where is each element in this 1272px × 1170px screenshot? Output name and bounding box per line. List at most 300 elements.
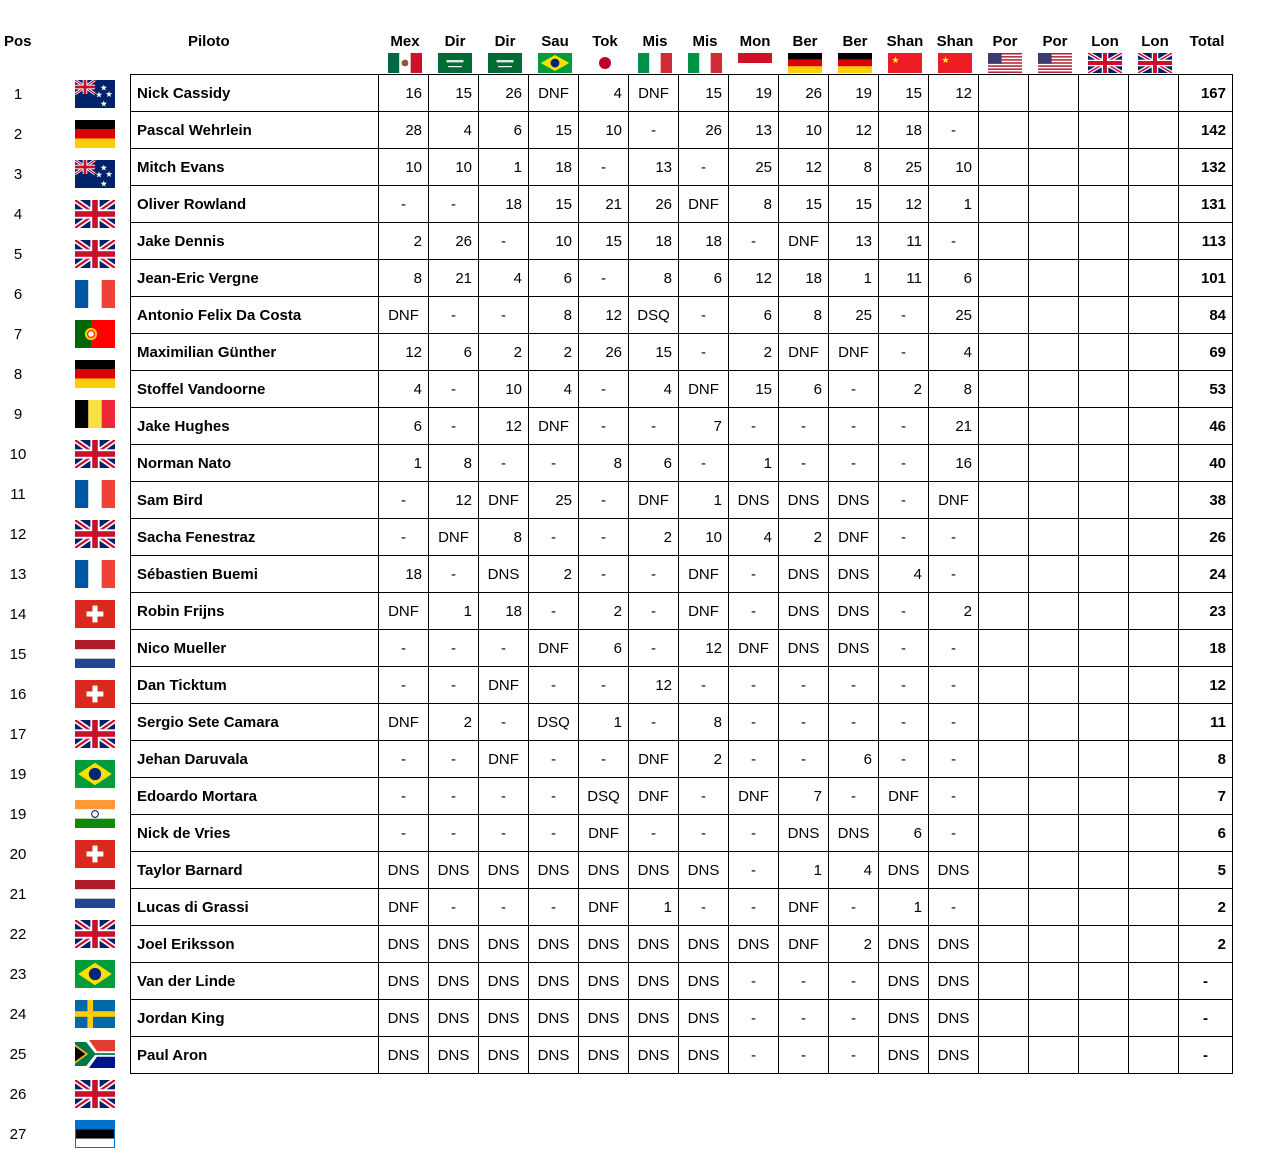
result-cell	[979, 1037, 1029, 1074]
result-cell: -	[429, 630, 479, 667]
result-cell: DNS	[429, 852, 479, 889]
result-cell	[979, 741, 1029, 778]
total-points: 132	[1179, 149, 1233, 186]
result-cell	[1029, 815, 1079, 852]
table-row	[131, 926, 1233, 963]
result-cell: 11	[879, 260, 929, 297]
result-cell: 6	[629, 445, 679, 482]
result-cell: -	[379, 741, 429, 778]
result-cell: 6	[579, 630, 629, 667]
svg-text:★: ★	[891, 55, 900, 65]
result-cell: -	[379, 778, 429, 815]
table-row	[131, 963, 1233, 1000]
result-cell: -	[479, 778, 529, 815]
result-cell: -	[679, 815, 729, 852]
result-cell: DNS	[929, 1037, 979, 1074]
position-number: 4	[13, 206, 23, 223]
result-cell: -	[829, 1037, 879, 1074]
driver-name: Antonio Felix Da Costa	[131, 297, 379, 334]
position-number: 13	[9, 566, 27, 583]
result-cell: DNF	[479, 482, 529, 519]
result-cell: DNS	[629, 926, 679, 963]
result-cell: -	[729, 1000, 779, 1037]
result-cell	[979, 112, 1029, 149]
result-cell	[1079, 926, 1129, 963]
result-cell	[1079, 519, 1129, 556]
result-cell	[1129, 556, 1179, 593]
result-cell: 6	[529, 260, 579, 297]
result-cell: -	[829, 778, 879, 815]
result-cell: DNS	[579, 1037, 629, 1074]
result-cell	[1129, 260, 1179, 297]
result-cell: DNS	[779, 556, 829, 593]
result-cell	[1079, 593, 1129, 630]
total-points: 38	[1179, 482, 1233, 519]
race-header-label: Tok	[592, 33, 618, 50]
result-cell	[1129, 815, 1179, 852]
result-cell	[1029, 519, 1079, 556]
table-row	[131, 334, 1233, 371]
result-cell: DNS	[879, 1037, 929, 1074]
result-cell: -	[429, 556, 479, 593]
result-cell: DNF	[379, 889, 429, 926]
de-flag-icon	[788, 53, 822, 73]
ee-flag-icon	[70, 1114, 120, 1154]
result-cell: 13	[729, 112, 779, 149]
race-header-10	[830, 33, 880, 73]
result-cell	[1079, 149, 1129, 186]
race-header-label: Shan	[886, 33, 924, 50]
race-header-2	[430, 33, 480, 73]
result-cell: -	[579, 667, 629, 704]
result-cell: DNS	[529, 1037, 579, 1074]
position-number: 27	[9, 1126, 27, 1143]
result-cell: -	[529, 519, 579, 556]
total-points: 113	[1179, 223, 1233, 260]
total-points: -	[1179, 1037, 1233, 1074]
driver-name: Nico Mueller	[131, 630, 379, 667]
result-cell: DNS	[879, 926, 929, 963]
position-number: 10	[9, 446, 27, 463]
result-cell: DNS	[929, 926, 979, 963]
us-flag-icon	[1038, 53, 1072, 73]
result-cell	[1029, 741, 1079, 778]
result-cell	[979, 926, 1029, 963]
result-cell: DNS	[579, 926, 629, 963]
result-cell: -	[829, 667, 879, 704]
result-cell: -	[729, 741, 779, 778]
result-cell	[1129, 778, 1179, 815]
result-cell	[1129, 223, 1179, 260]
result-cell: -	[629, 593, 679, 630]
result-cell	[979, 889, 1029, 926]
result-cell: -	[829, 1000, 879, 1037]
result-cell: -	[929, 630, 979, 667]
table-row	[131, 223, 1233, 260]
total-points: 8	[1179, 741, 1233, 778]
result-cell: -	[479, 889, 529, 926]
nz-flag-icon	[70, 74, 120, 114]
result-cell: DNF	[379, 297, 429, 334]
race-header-label: Shan	[936, 33, 974, 50]
result-cell: 18	[879, 112, 929, 149]
result-cell: -	[479, 445, 529, 482]
driver-name: Nick de Vries	[131, 815, 379, 852]
result-cell: 11	[879, 223, 929, 260]
result-cell: -	[529, 815, 579, 852]
result-cell: -	[779, 1000, 829, 1037]
br-flag-icon	[538, 53, 572, 73]
sa-flag-icon	[438, 53, 472, 73]
result-cell: 1	[479, 149, 529, 186]
total-points: 6	[1179, 815, 1233, 852]
result-cell	[1079, 963, 1129, 1000]
result-cell: 1	[829, 260, 879, 297]
position-number: 3	[13, 166, 23, 183]
result-cell: DNS	[429, 926, 479, 963]
result-cell: DSQ	[629, 297, 679, 334]
result-cell: -	[879, 445, 929, 482]
result-cell	[979, 556, 1029, 593]
result-cell: -	[729, 815, 779, 852]
result-cell: -	[729, 889, 779, 926]
in-flag-icon	[70, 794, 120, 834]
de-flag-icon	[838, 53, 872, 73]
result-cell: 2	[579, 593, 629, 630]
result-cell: DNS	[679, 1000, 729, 1037]
result-cell: DNF	[779, 334, 829, 371]
result-cell: 10	[479, 371, 529, 408]
total-points: 11	[1179, 704, 1233, 741]
result-cell	[1079, 371, 1129, 408]
result-cell	[1079, 75, 1129, 112]
total-header: Total	[1189, 33, 1225, 50]
result-cell: -	[579, 371, 629, 408]
result-cell: DSQ	[529, 704, 579, 741]
table-row	[131, 112, 1233, 149]
race-header-8	[730, 33, 780, 73]
result-cell: DNS	[929, 1000, 979, 1037]
driver-header: Piloto	[188, 33, 230, 50]
gb-flag-icon	[70, 234, 120, 274]
result-cell: DNF	[429, 519, 479, 556]
total-points: 69	[1179, 334, 1233, 371]
result-cell	[1079, 445, 1129, 482]
result-cell: 6	[779, 371, 829, 408]
result-cell: DNF	[529, 630, 579, 667]
result-cell: DNF	[379, 704, 429, 741]
result-cell: 28	[379, 112, 429, 149]
race-header-4	[530, 33, 580, 73]
result-cell: 12	[379, 334, 429, 371]
result-cell: -	[929, 667, 979, 704]
cn-flag-icon	[888, 53, 922, 73]
result-cell: DNS	[679, 852, 729, 889]
result-cell	[1029, 445, 1079, 482]
result-cell: DNS	[479, 556, 529, 593]
result-cell	[1129, 889, 1179, 926]
result-cell: -	[429, 186, 479, 223]
result-cell	[979, 186, 1029, 223]
svg-text:★: ★	[941, 55, 950, 65]
result-cell: -	[729, 963, 779, 1000]
svg-text:★: ★	[95, 169, 103, 180]
result-cell: -	[829, 963, 879, 1000]
result-cell: 2	[929, 593, 979, 630]
result-cell: DNS	[579, 852, 629, 889]
result-cell: DNS	[829, 556, 879, 593]
br-flag-icon	[70, 954, 120, 994]
result-cell: -	[829, 408, 879, 445]
result-cell: -	[729, 852, 779, 889]
it-flag-icon	[688, 53, 722, 73]
result-cell: -	[729, 593, 779, 630]
result-cell: 4	[529, 371, 579, 408]
result-cell: 15	[429, 75, 479, 112]
result-cell: -	[379, 815, 429, 852]
position-number: 14	[9, 606, 27, 623]
table-row	[131, 408, 1233, 445]
result-cell: -	[879, 408, 929, 445]
driver-name: Oliver Rowland	[131, 186, 379, 223]
result-cell: 19	[729, 75, 779, 112]
race-header-label: Lon	[1091, 33, 1119, 50]
result-cell: -	[879, 704, 929, 741]
result-cell: 12	[779, 149, 829, 186]
result-cell: -	[629, 630, 679, 667]
result-cell: -	[729, 223, 779, 260]
total-points: 7	[1179, 778, 1233, 815]
result-cell: 6	[479, 112, 529, 149]
result-cell	[979, 852, 1029, 889]
result-cell	[1129, 482, 1179, 519]
result-cell: DNS	[529, 1000, 579, 1037]
result-cell: -	[679, 149, 729, 186]
result-cell	[1029, 149, 1079, 186]
result-cell: -	[629, 556, 679, 593]
driver-name: Taylor Barnard	[131, 852, 379, 889]
total-points: -	[1179, 963, 1233, 1000]
result-cell: DNS	[879, 852, 929, 889]
result-cell: -	[579, 556, 629, 593]
result-cell: -	[929, 778, 979, 815]
position-number: 17	[9, 726, 27, 743]
result-cell: 25	[729, 149, 779, 186]
result-cell: -	[579, 149, 629, 186]
result-cell: DNS	[629, 1000, 679, 1037]
gb-flag-icon	[1088, 53, 1122, 73]
result-cell: 12	[479, 408, 529, 445]
result-cell: DNF	[629, 75, 679, 112]
result-cell	[1029, 556, 1079, 593]
result-cell	[1129, 593, 1179, 630]
result-cell: DNF	[629, 778, 679, 815]
result-cell: -	[729, 556, 779, 593]
result-cell: DNS	[779, 815, 829, 852]
pt-flag-icon	[70, 314, 120, 354]
result-cell	[979, 667, 1029, 704]
result-cell: 6	[729, 297, 779, 334]
result-cell	[1129, 963, 1179, 1000]
result-cell: 4	[629, 371, 679, 408]
result-cell: 10	[779, 112, 829, 149]
result-cell: -	[379, 667, 429, 704]
result-cell: 4	[579, 75, 629, 112]
result-cell	[1029, 778, 1079, 815]
result-cell	[1129, 112, 1179, 149]
result-cell	[1079, 482, 1129, 519]
result-cell	[1029, 852, 1079, 889]
result-cell	[1029, 889, 1079, 926]
total-points: 101	[1179, 260, 1233, 297]
driver-name: Jordan King	[131, 1000, 379, 1037]
table-row	[131, 778, 1233, 815]
result-cell: 18	[479, 593, 529, 630]
result-cell: 6	[829, 741, 879, 778]
result-cell: DNS	[629, 852, 679, 889]
race-header-label: Dir	[444, 33, 466, 50]
result-cell: 2	[529, 556, 579, 593]
result-cell: DNS	[479, 852, 529, 889]
result-cell: -	[779, 408, 829, 445]
table-row	[131, 593, 1233, 630]
result-cell	[979, 223, 1029, 260]
result-cell: 2	[829, 926, 879, 963]
table-row	[131, 667, 1233, 704]
driver-name: Nick Cassidy	[131, 75, 379, 112]
driver-name: Sergio Sete Camara	[131, 704, 379, 741]
result-cell	[979, 815, 1029, 852]
result-cell: 26	[679, 112, 729, 149]
cn-flag-icon	[938, 53, 972, 73]
result-cell	[1079, 1037, 1129, 1074]
result-cell	[1129, 186, 1179, 223]
result-cell: DNS	[479, 963, 529, 1000]
result-cell: 4	[429, 112, 479, 149]
result-cell	[1129, 667, 1179, 704]
result-cell	[1129, 926, 1179, 963]
svg-text:★: ★	[100, 162, 108, 173]
result-cell: DNS	[379, 963, 429, 1000]
result-cell: -	[479, 223, 529, 260]
result-cell: 25	[879, 149, 929, 186]
result-cell	[979, 593, 1029, 630]
gb-flag-icon	[70, 914, 120, 954]
result-cell	[979, 778, 1029, 815]
result-cell: 4	[829, 852, 879, 889]
result-cell	[1079, 408, 1129, 445]
race-header-6	[630, 33, 680, 73]
result-cell: -	[429, 297, 479, 334]
result-cell: -	[829, 704, 879, 741]
result-cell: DNS	[929, 963, 979, 1000]
result-cell: DNS	[429, 1037, 479, 1074]
result-cell: -	[679, 667, 729, 704]
result-cell	[1029, 482, 1079, 519]
total-points: 26	[1179, 519, 1233, 556]
result-cell: 8	[929, 371, 979, 408]
result-cell	[1129, 741, 1179, 778]
result-cell: DNS	[579, 1000, 629, 1037]
result-cell	[1079, 556, 1129, 593]
result-cell: DNF	[779, 223, 829, 260]
result-cell: DNF	[779, 889, 829, 926]
result-cell	[1029, 704, 1079, 741]
total-points: 53	[1179, 371, 1233, 408]
result-cell: -	[779, 445, 829, 482]
result-cell	[1129, 1037, 1179, 1074]
result-cell: -	[929, 741, 979, 778]
result-cell: 1	[929, 186, 979, 223]
result-cell	[1029, 1037, 1079, 1074]
result-cell: 15	[629, 334, 679, 371]
total-points: 131	[1179, 186, 1233, 223]
result-cell	[1079, 889, 1129, 926]
result-cell: DNS	[379, 852, 429, 889]
result-cell: DNS	[529, 852, 579, 889]
position-number: 12	[9, 526, 27, 543]
race-header-16	[1130, 33, 1180, 73]
result-cell: 10	[429, 149, 479, 186]
race-header-7	[680, 33, 730, 73]
result-cell: 6	[679, 260, 729, 297]
result-cell: 16	[379, 75, 429, 112]
result-cell: -	[479, 630, 529, 667]
position-number: 9	[13, 406, 23, 423]
result-cell: 2	[779, 519, 829, 556]
result-cell: 8	[529, 297, 579, 334]
result-cell: 8	[479, 519, 529, 556]
result-cell: DNS	[879, 1000, 929, 1037]
table-row	[131, 852, 1233, 889]
result-cell: 21	[579, 186, 629, 223]
nz-flag-icon	[70, 154, 120, 194]
result-cell: -	[829, 445, 879, 482]
race-header-label: Sau	[541, 33, 569, 50]
result-cell: 2	[429, 704, 479, 741]
position-number: 24	[9, 1006, 27, 1023]
result-cell: 8	[579, 445, 629, 482]
result-cell: 26	[479, 75, 529, 112]
result-cell: DNF	[579, 815, 629, 852]
race-header-label: Ber	[842, 33, 868, 50]
result-cell: 4	[929, 334, 979, 371]
driver-name: Norman Nato	[131, 445, 379, 482]
position-number: 15	[9, 646, 27, 663]
driver-name: Sam Bird	[131, 482, 379, 519]
result-cell	[979, 963, 1029, 1000]
race-header-13	[980, 33, 1030, 73]
result-cell: 15	[529, 112, 579, 149]
driver-name: Pascal Wehrlein	[131, 112, 379, 149]
result-cell: -	[629, 408, 679, 445]
table-row	[131, 482, 1233, 519]
result-cell: DNF	[629, 482, 679, 519]
race-header-11	[880, 33, 930, 73]
gb-flag-icon	[1138, 53, 1172, 73]
result-cell: 13	[629, 149, 679, 186]
result-cell: DNS	[679, 1037, 729, 1074]
result-cell: -	[829, 889, 879, 926]
result-cell: -	[429, 889, 479, 926]
result-cell: -	[479, 815, 529, 852]
result-cell: -	[929, 519, 979, 556]
result-cell: DNS	[629, 1037, 679, 1074]
result-cell	[1079, 223, 1129, 260]
table-row	[131, 149, 1233, 186]
race-header-14	[1030, 33, 1080, 73]
table-row	[131, 815, 1233, 852]
